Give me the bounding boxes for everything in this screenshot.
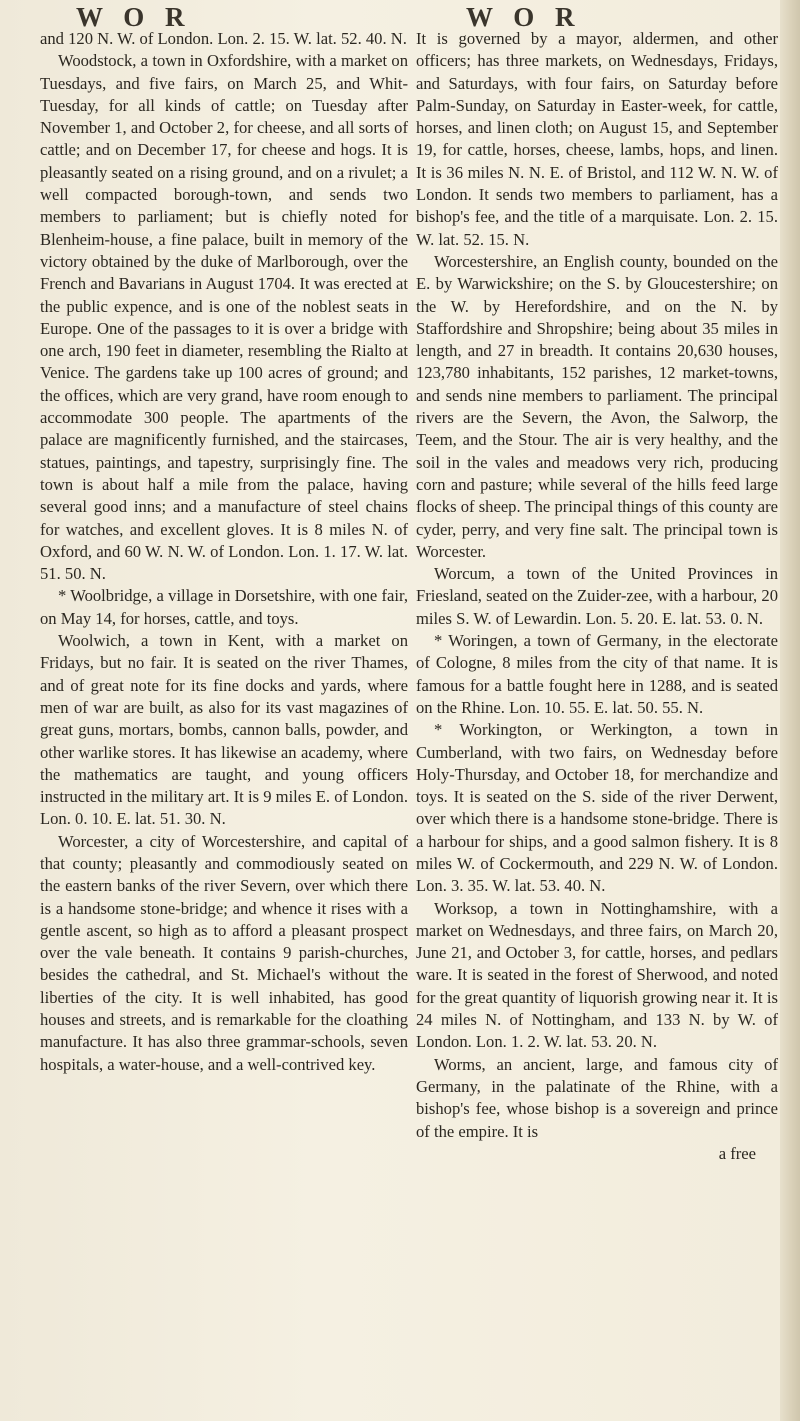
- paragraph: Worcester, a city of Worcestershire, and capital of that county; pleasantly and commodiously seated on the eastern banks of the river Severn, over which there is a handsome stone-bridge; and whence it rises with a gentle ascent, so high as to afford a pleasant prospect over the vale beneath. It contains 9 parish-churches, besides the cathedral, and St. Michael's without the liberties of the city. It is well inhabited, has good houses and streets, and is remarkable for the cloathing manufacture. It has also three grammar-schools, seven hospitals, a water-house, and a well-contrived key.: [40, 831, 408, 1074]
- right-column: [416, 28, 778, 1165]
- catchword: a free: [718, 1143, 756, 1163]
- paragraph: Worksop, a town in Nottinghamshire, with a market on Wednesdays, and three fairs, on March 20, June 21, and October 3, for cattle, horses, and pedlars ware. It is seated in the forest of Sherwood, and noted for the great quantity of liquorish growing near it. It is 24 miles N. of Nottingham, and 133 N. by W. of London. Lon. 1. 2. W. lat. 53. 20. N.: [416, 898, 778, 1052]
- paragraph: Worms, an ancient, large, and famous city of Germany, in the palatinate of the Rhine, with a bishop's fee, whose bishop is a sovereign and prince of the empire. It is: [416, 1054, 778, 1141]
- paragraph: Woolwich, a town in Kent, with a market on Fridays, but no fair. It is seated on the river Thames, and of great note for its fine docks and yards, where men of war are built, as also for its vast magazines of great guns, mortars, bombs, cannon balls, powder, and other warlike stores. It has likewise an academy, where the mathematics are taught, and young officers instructed in the military art. It is 9 miles E. of London. Lon. 0. 10. E. lat. 51. 30. N.: [40, 631, 408, 829]
- paragraph: * Woolbridge, a village in Dorsetshire, with one fair, on May 14, for horses, cattle, and toys.: [40, 586, 408, 628]
- paragraph: Woodstock, a town in Oxfordshire, with a market on Tuesdays, and five fairs, on March 25, and Whit-Tuesday, for all kinds of cattle; on Tuesday after November 1, and October 2, for cheese, and all sorts of cattle; and on December 17, for cheese and hogs. It is pleasantly seated on a rising ground, and on a rivulet; a well compacted borough-town, and sends two members to parliament; but is chiefly noted for Blenheim-house, a fine palace, built in memory of the victory obtained by the duke of Marlborough, over the French and Bavarians in August 1704. It was erected at the public expence, and is one of the noblest seats in Europe. One of the passages to it is over a bridge with one arch, 190 feet in diameter, resembling the Rialto at Venice. The gardens take up 100 acres of ground; and the offices, which are very grand, have room enough to accommodate 300 people. The apartments of the palace are magnificently furnished, and the staircases, statues, paintings, and tapestry, surprisingly fine. The town is about half a mile from the palace, having several good inns; and a manufacture of steel chains for watches, and excellent gloves. It is 8 miles N. of Oxford, and 60 W. N. W. of London. Lon. 1. 17. W. lat. 51. 50. N.: [40, 51, 408, 584]
- left-column: [40, 28, 408, 1076]
- running-head-right: W O R: [466, 2, 582, 32]
- page-edge: [780, 0, 800, 1421]
- paragraph: Worcestershire, an English county, bounded on the E. by Warwickshire; on the S. by Gloucestershire; on the W. by Herefordshire, and on the N. by Staffordshire and Shropshire; being about 35 miles in length, and 27 in breadth. It contains 20,630 houses, 123,780 inhabitants, 152 parishes, 12 market-towns, and sends nine members to parliament. The principal rivers are the Severn, the Avon, the Salworp, the Teem, and the Stour. The air is very healthy, and the soil in the vales and meadows very rich, producing corn and pasture; while several of the hills feed large flocks of sheep. The principal things of this county are cyder, perry, and very fine salt. The principal town is Worcester.: [416, 251, 778, 561]
- paragraph: * Woringen, a town of Germany, in the electorate of Cologne, 8 miles from the city of that name. It is famous for a battle fought here in 1288, and is seated on the Rhine. Lon. 10. 55. E. lat. 50. 55. N.: [416, 631, 778, 717]
- paragraph: * Workington, or Werkington, a town in Cumberland, with two fairs, on Wednesday before Holy-Thursday, and October 18, for merchandize and toys. It is seated on the S. side of the river Derwent, over which there is a handsome stone-bridge. There is a harbour for ships, and a good salmon fishery. It is 8 miles W. of Cockermouth, and 229 N. W. of London. Lon. 3. 35. W. lat. 53. 40. N.: [416, 720, 778, 896]
- paragraph: It is governed by a mayor, aldermen, and other officers; has three markets, on Wednesdays, Fridays, and Saturdays, with four fairs, on Saturday before Palm-Sunday, on Saturday in Easter-week, for cattle, horses, and linen cloth; on August 15, and September 19, for cattle, horses, cheese, lambs, hops, and linen. It is 36 miles N. N. E. of Bristol, and 112 W. N. W. of London. It sends two members to parliament, has a bishop's fee, and the title of a marquisate. Lon. 2. 15. W. lat. 52. 15. N.: [416, 29, 778, 249]
- paragraph: and 120 N. W. of London. Lon. 2. 15. W. lat. 52. 40. N.: [40, 29, 407, 48]
- running-head-left: W O R: [76, 2, 192, 32]
- paragraph: Worcum, a town of the United Provinces in Friesland, seated on the Zuider-zee, with a harbour, 20 miles S. W. of Lewardin. Lon. 5. 20. E. lat. 53. 0. N.: [416, 564, 778, 628]
